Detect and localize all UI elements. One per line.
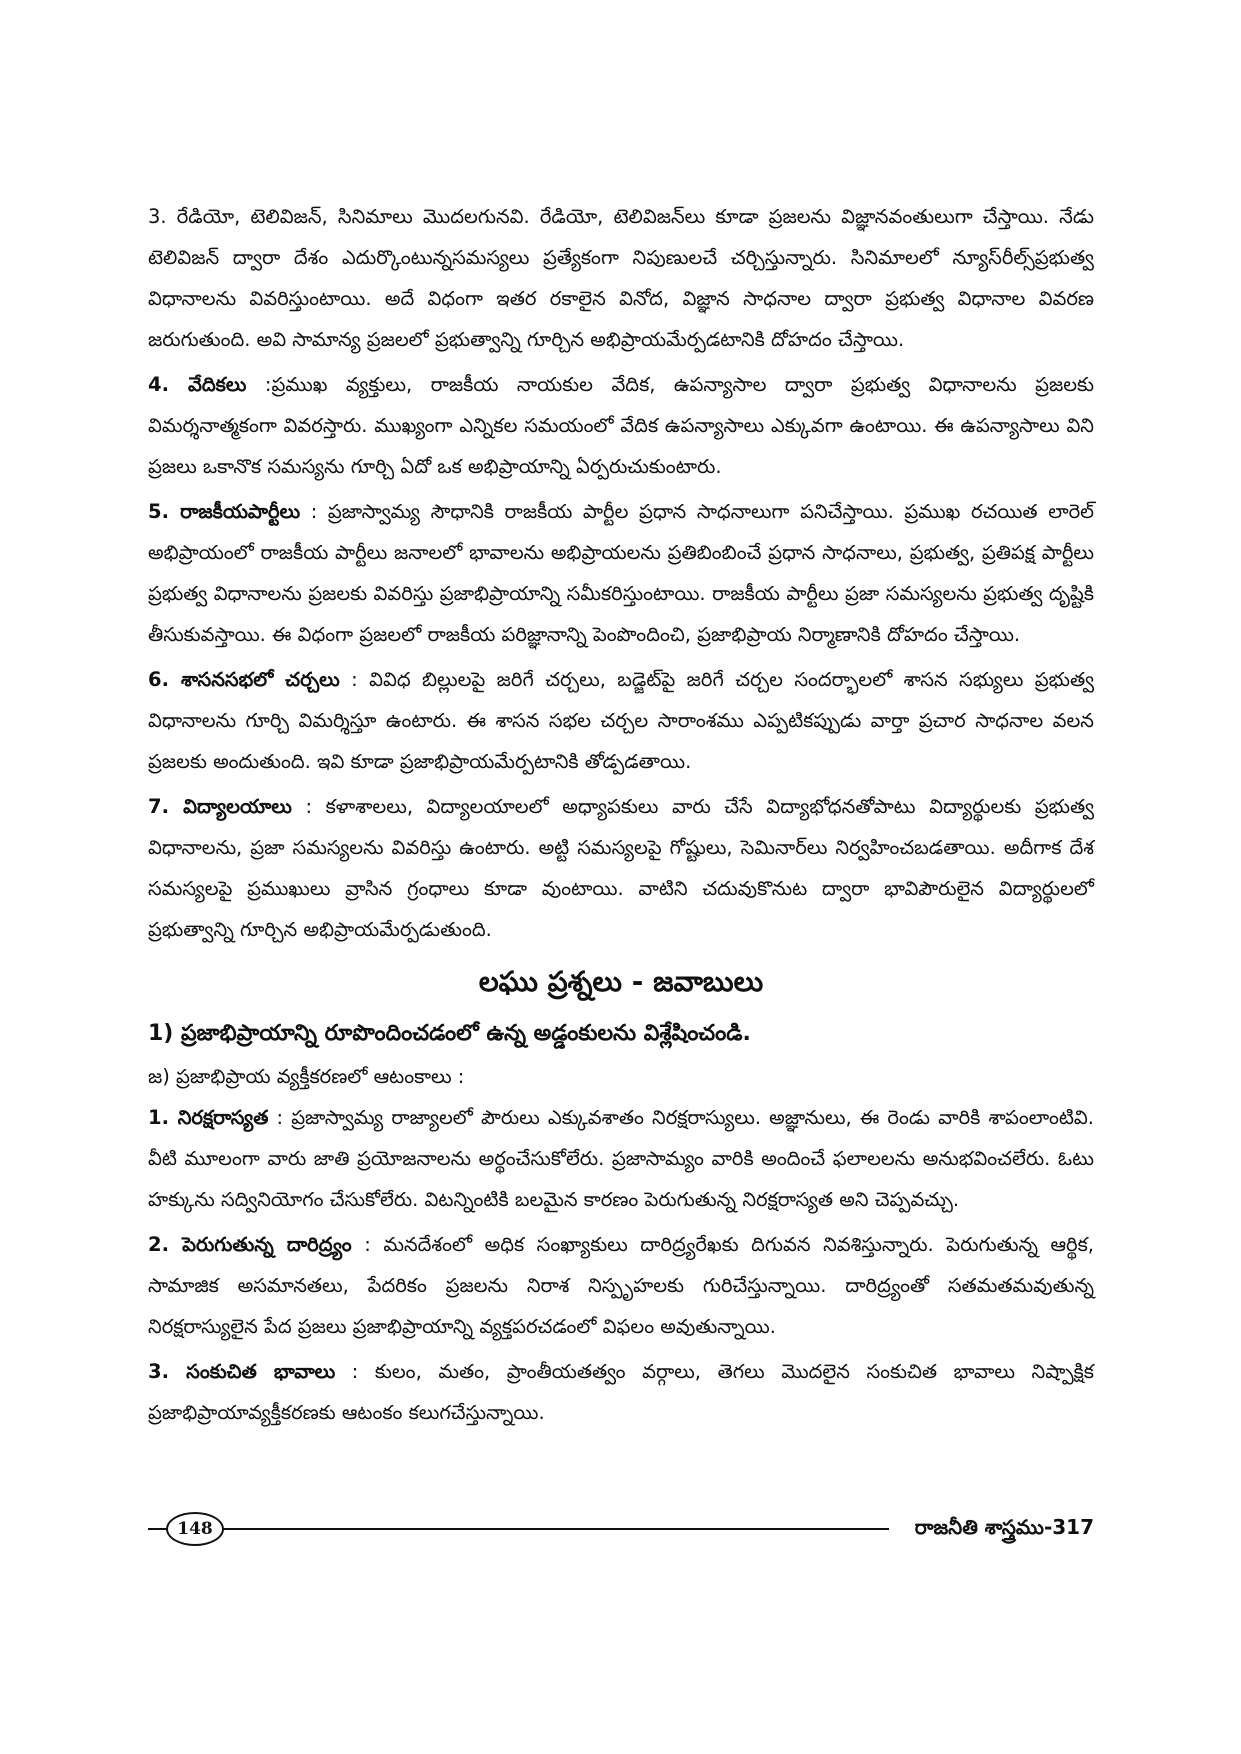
paragraph-text: : కళాశాలలు, విద్యాలయాలలో అధ్యాపకులు వారు చేసే విద్యాభోధనతోపాటు విద్యార్థులకు ప్రభుత్వ విధానాలను, ప్రజా సమస్యలను వివరిస్తు ఉంటారు. అట్టి సమస్యలపై గోష్టులు, సెమినార్‌లు నిర్వహించబడతాయి. అదీగాక దేశ సమస్యలపై ప్రముఖులు వ్రాసిన గ్రంధాలు కూడా వుంటాయి. వాటిని చదువుకొనుట ద్వారా భావిపౌరులైన విద్యార్థులలో ప్రభుత్వాన్ని గూర్చిన అభిప్రాయమేర్పడుతుంది.	[148, 795, 1094, 941]
paragraph-4-platforms	[148, 364, 1094, 487]
answer-point-narrow-views	[148, 1351, 1094, 1433]
paragraph-7-educational-institutions	[148, 786, 1094, 950]
paragraph-text: :ప్రముఖ వ్యక్తులు, రాజకీయ నాయకుల వేదిక, ఉపన్యాసాల ద్వారా ప్రభుత్వ విధానాలను ప్రజలకు విమర్శనాత్మకంగా వివరస్తారు. ముఖ్యంగా ఎన్నికల సమయంలో వేదిక ఉపన్యాసాలు ఎక్కువగా ఉంటాయి. ఈ ఉపన్యాసాలు విని ప్రజలు ఒకానొక సమస్యను గూర్చి ఏదో ఒక అభిప్రాయాన్ని ఏర్పరుచుకుంటారు.	[148, 373, 1094, 478]
paragraph-lead: 7. విద్యాలయాలు	[148, 795, 292, 818]
answer-point-poverty	[148, 1224, 1094, 1347]
footer-rule	[148, 1528, 889, 1530]
answer-point-illiteracy	[148, 1097, 1094, 1220]
page-content	[148, 196, 1094, 1437]
point-text: : కులం, మతం, ప్రాంతీయతత్వం వర్గాలు, తెగలు మొదలైన సంకుచిత భావాలు నిష్పాక్షిక ప్రజాభిప్రాయావ్యక్తీకరణకు ఆటంకం కలుగచేస్తున్నాయి.	[148, 1360, 1094, 1424]
question-1: 1) ప్రజాభిప్రాయాన్ని రూపొందించడంలో ఉన్న అడ్డంకులను విశ్లేషించండి.	[148, 1021, 751, 1046]
book-title: రాజనీతి శాస్త్రము-317	[914, 1515, 1094, 1539]
point-lead: 2. పెరుగుతున్న దారిద్ర్యం	[148, 1233, 352, 1256]
paragraph-5-political-parties	[148, 491, 1094, 655]
point-text: : మనదేశంలో అధిక సంఖ్యాకులు దారిద్ర్యరేఖకు దిగువన నివశిస్తున్నారు. పెరుగుతున్న ఆర్థిక, సామాజిక అసమానతలు, పేదరికం ప్రజలను నిరాశ నిస్పృహలకు గురిచేస్తున్నాయి. దారిద్ర్యంతో సతమతమవుతున్న నిరక్షరాస్యులైన పేద ప్రజలు ప్రజాభిప్రాయాన్ని వ్యక్తపరచడంలో విఫలం అవుతున్నాయి.	[148, 1233, 1094, 1338]
page-footer	[148, 1508, 1094, 1548]
paragraph-text: : వివిధ బిల్లులపై జరిగే చర్చలు, బడ్జెట్‌పై జరిగే చర్చల సందర్భాలలో శాసన సభ్యులు ప్రభుత్వ విధానాలను గూర్చి విమర్శిస్తూ ఉంటారు. ఈ శాసన సభల చర్చల సారాంశము ఎప్పటికప్పుడు వార్తా ప్రచార సాధనాల వలన ప్రజలకు అందుతుంది. ఇవి కూడా ప్రజాభిప్రాయమేర్పటానికి తోడ్పడతాయి.	[148, 668, 1095, 773]
page-number: 148	[166, 1512, 224, 1546]
section-title: లఘు ప్రశ్నలు - జవాబులు	[478, 965, 764, 998]
point-text: : ప్రజాస్వామ్య రాజ్యాలలో పౌరులు ఎక్కువశాతం నిరక్షరాస్యులు. అజ్ఞానులు, ఈ రెండు వారికి శాపంలాంటివి. వీటి మూలంగా వారు జాతి ప్రయోజనాలను అర్థంచేసుకోలేరు. ప్రజాసామ్యం వారికి అందించే ఫలాలలను అనుభవించలేరు. ఓటు హక్కును సద్వినియోగం చేసుకోలేరు. విటన్నింటికి బలమైన కారణం పెరుగుతున్న నిరక్షరాస్యత అని చెప్పవచ్చు.	[148, 1106, 1094, 1211]
paragraph-lead: 5. రాజకీయపార్టీలు	[148, 500, 301, 523]
paragraph-lead: 4. వేదికలు	[148, 373, 247, 396]
answer-intro: జ) ప్రజాభిప్రాయ వ్యక్తీకరణలో ఆటంకాలు :	[148, 1065, 465, 1088]
paragraph-text: 3. రేడియో, టెలివిజన్, సినిమాలు మొదలగునవి. రేడియో, టెలివిజన్‌లు కూడా ప్రజలను విజ్ఞానవంతులుగా చేస్తాయి. నేడు టెలివిజన్ ద్వారా దేశం ఎదుర్కొంటున్నసమస్యలు ప్రత్యేకంగా నిపుణులచే చర్చిస్తున్నారు. సినిమాలలో న్యూస్‌రీల్స్‌ప్రభుత్వ విధానాలను వివరిస్తుంటాయి. అదే విధంగా ఇతర రకాలైన వినోద, విజ్ఞాన సాధనాల ద్వారా ప్రభుత్వ విధానాల వివరణ జరుగుతుంది. అవి సామాన్య ప్రజలలో ప్రభుత్వాన్ని గూర్చిన అభిప్రాయమేర్పడటానికి దోహదం చేస్తాయి.	[148, 205, 1094, 351]
paragraph-text: : ప్రజాస్వామ్య సౌధానికి రాజకీయ పార్టీల ప్రధాన సాధనాలుగా పనిచేస్తాయి. ప్రముఖ రచయిత లారెల్ అభిప్రాయంలో రాజకీయ పార్టీలు జనాలలో భావాలను అభిప్రాయలను ప్రతిబింబించే ప్రధాన సాధనాలు, ప్రభుత్వ, ప్రతిపక్ష పార్టీలు ప్రభుత్వ విధానాలను ప్రజలకు వివరిస్తు ప్రజాభిప్రాయాన్ని సమీకరిస్తుంటాయి. రాజకీయ పార్టీలు ప్రజా సమస్యలను ప్రభుత్వ దృష్టికి తీసుకువస్తాయి. ఈ విధంగా ప్రజలలో రాజకీయ పరిజ్ఞానాన్ని పెంపొందించి, ప్రజాభిప్రాయ నిర్మాణానికి దోహదం చేస్తాయి.	[148, 500, 1094, 646]
point-lead: 1. నిరక్షరాస్యత	[148, 1106, 269, 1129]
paragraph-6-legislature-debates	[148, 659, 1094, 782]
paragraph-lead: 6. శాసనసభలో చర్చలు	[148, 668, 340, 691]
point-lead: 3. సంకుచిత భావాలు	[148, 1360, 336, 1383]
paragraph-3-radio-tv	[148, 196, 1094, 360]
